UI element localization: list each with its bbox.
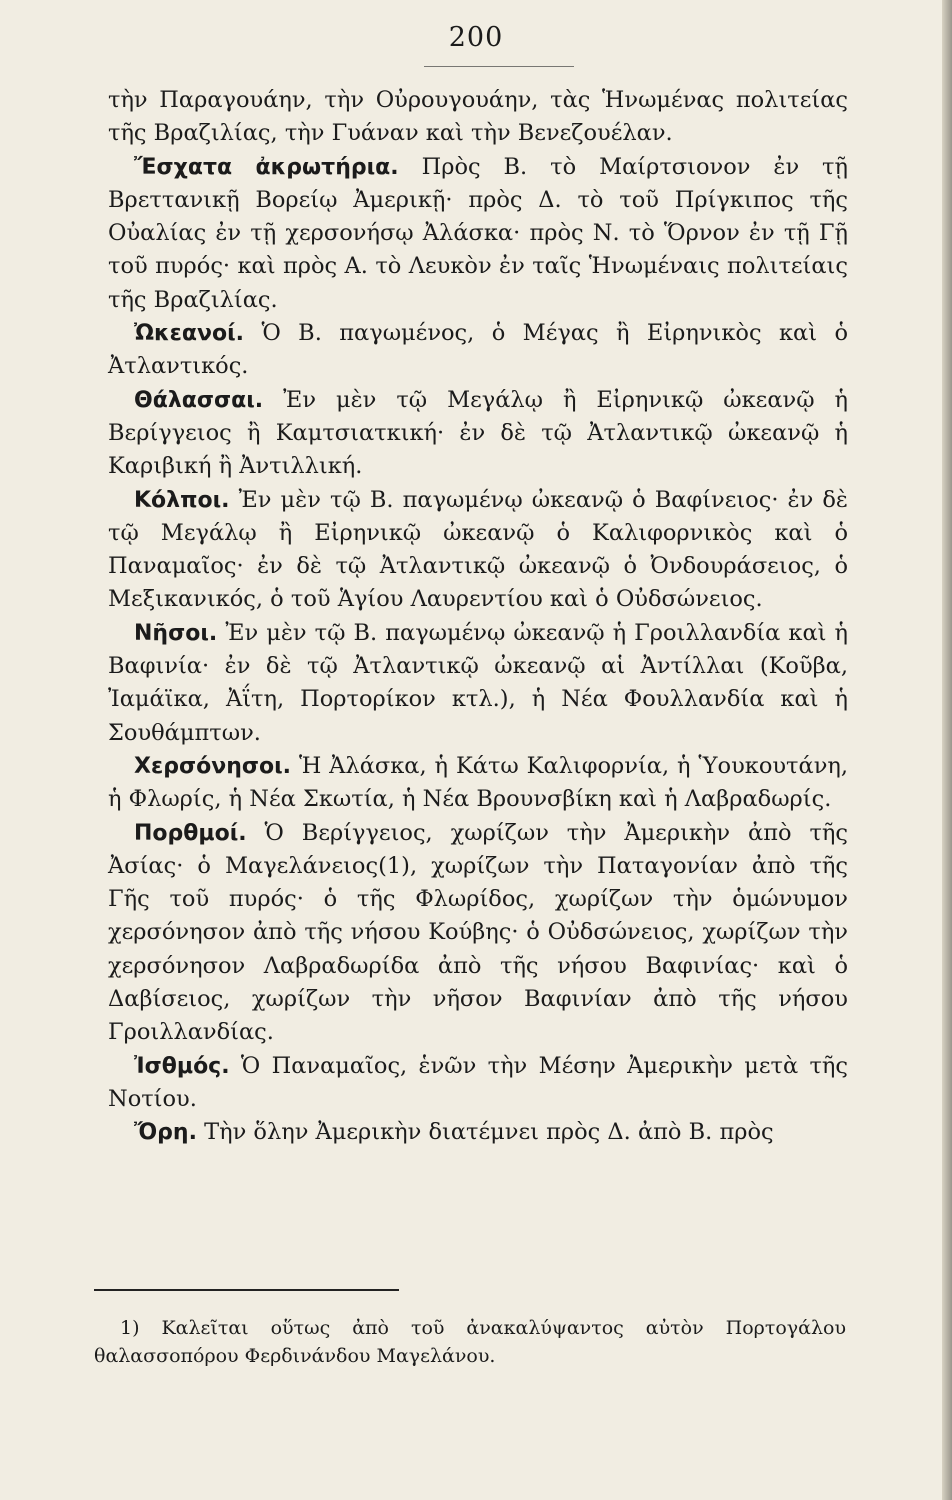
section-heading: Πορθμοί.	[134, 820, 247, 846]
section-heading: Χερσόνησοι.	[134, 753, 292, 779]
paragraph-capes	[108, 151, 848, 317]
section-heading: Κόλποι.	[134, 487, 230, 513]
paragraph-text: Ὁ Βερίγγειος, χωρίζων τὴν Ἀμερικὴν ἀπὸ τῆς Ἀσίας· ὁ Μαγελάνειος(1), χωρίζων τὴν Παταγονίαν ἀπὸ τῆς Γῆς τοῦ πυρός· ὁ τῆς Φλωρίδος, χωρίζων τὴν ὁμώνυμον χερσόνησον ἀπὸ τῆς νήσου Κούβης· ὁ Οὐδσώνειος, χωρίζων τὴν χερσόνησον Λαβραδωρίδα ἀπὸ τῆς νήσου Βαφινίας· καὶ ὁ Δαβίσειος, χωρίζων τὴν νῆσον Βαφινίαν ἀπὸ τῆς νήσου Γροιλλανδίας.	[108, 819, 849, 1046]
page-number: 200	[448, 22, 504, 53]
paragraph-mountains	[108, 1116, 848, 1149]
body-text	[108, 84, 848, 1150]
paragraph-seas	[108, 384, 848, 484]
paragraph-oceans	[108, 317, 848, 384]
section-heading: Νῆσοι.	[134, 620, 218, 646]
paragraph-peninsulas	[108, 750, 848, 817]
paragraph-text: Ὁ Παναμαῖος, ἑνῶν τὴν Μέσην Ἀμερικὴν μετὰ τῆς Νοτίου.	[108, 1052, 848, 1112]
section-heading: Ἰσθμός.	[134, 1053, 230, 1079]
paragraph-text: τὴν Παραγουάην, τὴν Οὐρουγουάην, τὰς Ἡνωμένας πολιτείας τῆς Βραζιλίας, τὴν Γυάναν καὶ τὴν Βενεζουέλαν.	[108, 87, 848, 147]
section-heading: Θάλασσαι.	[134, 387, 264, 413]
paragraph-text: Τὴν ὅλην Ἀμερικὴν διατέμνει πρὸς Δ. ἀπὸ Β. πρὸς	[204, 1119, 774, 1146]
paragraph-straits	[108, 817, 848, 1050]
section-heading: Ὄρη.	[134, 1120, 197, 1146]
paragraph-isthmus	[108, 1050, 848, 1117]
paragraph-text: Πρὸς Β. τὸ Μαίρτσιονον ἐν τῇ Βρεττανικῇ Βορείῳ Ἀμερικῇ· πρὸς Δ. τὸ τοῦ Πρίγκιπος τῆς Οὐαλίας ἐν τῇ χερσονήσῳ Ἀλάσκα· πρὸς Ν. τὸ Ὅρνον ἐν τῇ Γῇ τοῦ πυρός· καὶ πρὸς Α. τὸ Λευκὸν ἐν ταῖς Ἡνωμέναις πολιτείαις τῆς Βραζιλίας.	[108, 153, 848, 313]
paragraph-continuation	[108, 84, 848, 151]
section-heading: Ἔσχατα ἀκρωτήρια.	[134, 154, 399, 180]
footnote-rule	[94, 1289, 399, 1291]
paragraph-text: Ὁ Β. παγωμένος, ὁ Μέγας ἢ Εἰρηνικὸς καὶ ὁ Ἀτλαντικός.	[108, 320, 849, 380]
section-heading: Ὠκεανοί.	[134, 321, 245, 347]
footnote: 1) Καλεῖται οὕτως ἀπὸ τοῦ ἀνακαλύψαντος αὐτὸν Πορτογάλου θαλασσοπόρου Φερδινάνδου Μαγελάνου.	[94, 1317, 846, 1367]
paragraph-islands	[108, 617, 848, 750]
paragraph-text: Ἐν μὲν τῷ Β. παγωμένῳ ὠκεανῷ ὁ Βαφίνειος· ἐν δὲ τῷ Μεγάλῳ ἢ Εἰρηνικῷ ὠκεανῷ ὁ Καλιφορνικὸς καὶ ὁ Παναμαῖος· ἐν δὲ τῷ Ἀτλαντικῷ ὠκεανῷ ὁ Ὀνδουράσειος, ὁ Μεξικανικός, ὁ τοῦ Ἁγίου Λαυρεντίου καὶ ὁ Οὐδσώνειος.	[108, 486, 848, 613]
paragraph-text: Ἐν μὲν τῷ Β. παγωμένῳ ὠκεανῷ ἡ Γροιλλανδία καὶ ἡ Βαφινία· ἐν δὲ τῷ Ἀτλαντικῷ ὠκεανῷ αἱ Ἀντίλλαι (Κοῦβα, Ἰαμάϊκα, Ἀΐτη, Πορτορίκον κτλ.), ἡ Νέα Φουλλανδία καὶ ἡ Σουθάμπτων.	[108, 619, 848, 746]
paragraph-gulfs	[108, 484, 848, 617]
paragraph-text: Ἐν μὲν τῷ Μεγάλῳ ἢ Εἰρηνικῷ ὠκεανῷ ἡ Βερίγγειος ἢ Καμτσιατκική· ἐν δὲ τῷ Ἀτλαντικῷ ὠκεανῷ ἡ Καριβική ἢ Ἀντιλλική.	[108, 386, 848, 480]
header-rule	[424, 62, 574, 67]
paragraph-text: Ἡ Ἀλάσκα, ἡ Κάτω Καλιφορνία, ἡ Ὑουκουτάνη, ἡ Φλωρίς, ἡ Νέα Σκωτία, ἡ Νέα Βρουνσβίκη καὶ ἡ Λαβραδωρίς.	[108, 752, 849, 813]
